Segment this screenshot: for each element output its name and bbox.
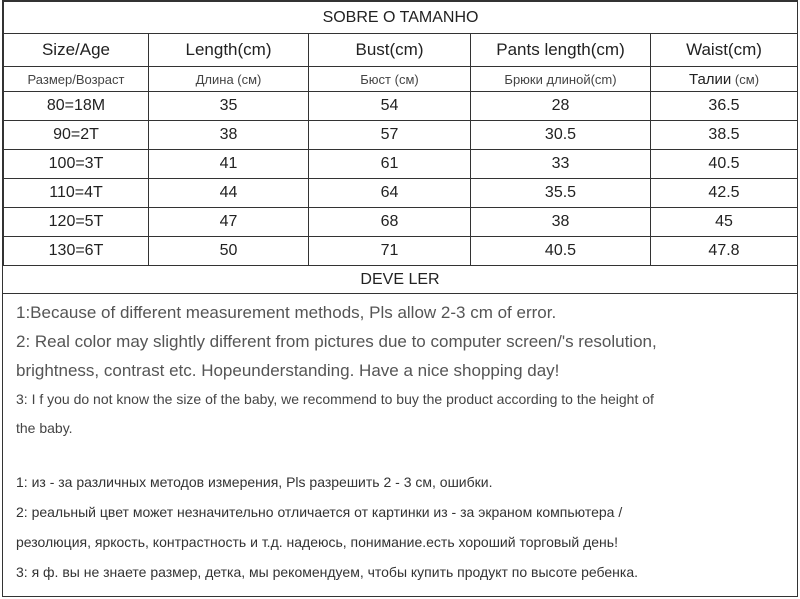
cell-bust: 68 bbox=[309, 208, 471, 237]
cell-length: 38 bbox=[149, 121, 309, 150]
must-read-heading: DEVE LER bbox=[3, 266, 797, 294]
note-en-2-cont: brightness, contrast etc. Hopeunderstanding. Have a nice shopping day! bbox=[16, 361, 560, 380]
note-ru-2: 2: реальный цвет может незначительно отличается от картинки из - за экраном компьютера / bbox=[16, 504, 623, 520]
note-en-2: 2: Real color may slightly different from pictures due to computer screen/'s resolution, bbox=[16, 332, 657, 351]
cell-length: 47 bbox=[149, 208, 309, 237]
col-header-waist: Waist(cm) bbox=[651, 34, 798, 67]
cell-size: 130=6T bbox=[4, 237, 149, 266]
table-row bbox=[4, 237, 798, 266]
waist-ru-unit: (см) bbox=[731, 71, 760, 87]
cell-waist: 47.8 bbox=[651, 237, 798, 266]
col-header-size: Size/Age bbox=[4, 34, 149, 67]
cell-pants-length: 33 bbox=[471, 150, 651, 179]
col-header-pants-length: Pants length(cm) bbox=[471, 34, 651, 67]
cell-bust: 54 bbox=[309, 92, 471, 121]
cell-pants-length: 30.5 bbox=[471, 121, 651, 150]
note-en-3: 3: I f you do not know the size of the baby, we recommend to buy the product according to the height of bbox=[16, 391, 654, 407]
col-subheader-pants-length: Брюки длиной(cm) bbox=[471, 67, 651, 92]
cell-bust: 71 bbox=[309, 237, 471, 266]
cell-waist: 38.5 bbox=[651, 121, 798, 150]
cell-length: 41 bbox=[149, 150, 309, 179]
cell-waist: 42.5 bbox=[651, 179, 798, 208]
cell-size: 100=3T bbox=[4, 150, 149, 179]
cell-pants-length: 40.5 bbox=[471, 237, 651, 266]
size-chart bbox=[2, 0, 798, 597]
note-ru-3: 3: я ф. вы не знаете размер, детка, мы рекомендуем, чтобы купить продукт по высоте ребенка. bbox=[16, 564, 639, 580]
cell-pants-length: 28 bbox=[471, 92, 651, 121]
cell-size: 80=18M bbox=[4, 92, 149, 121]
note-ru-2-cont: резолюция, яркость, контрастность и т.д. надеюсь, понимание.есть хороший торговый день! bbox=[16, 534, 618, 550]
col-subheader-bust: Бюст (см) bbox=[309, 67, 471, 92]
size-table bbox=[3, 1, 798, 266]
col-subheader-size: Размер/Возраст bbox=[4, 67, 149, 92]
note-en-3-cont: the baby. bbox=[16, 420, 73, 436]
notes-section bbox=[3, 294, 797, 587]
table-title: SOBRE O TAMANHO bbox=[4, 2, 798, 34]
note-en-1: 1:Because of different measurement methods, Pls allow 2-3 cm of error. bbox=[16, 303, 557, 322]
cell-length: 50 bbox=[149, 237, 309, 266]
cell-bust: 61 bbox=[309, 150, 471, 179]
col-subheader-length: Длина (см) bbox=[149, 67, 309, 92]
cell-waist: 36.5 bbox=[651, 92, 798, 121]
cell-waist: 45 bbox=[651, 208, 798, 237]
cell-pants-length: 38 bbox=[471, 208, 651, 237]
notes-spacer bbox=[16, 443, 797, 467]
table-row bbox=[4, 179, 798, 208]
col-subheader-waist bbox=[651, 67, 798, 92]
waist-ru-label: Талии bbox=[688, 70, 732, 88]
cell-waist: 40.5 bbox=[651, 150, 798, 179]
cell-length: 35 bbox=[149, 92, 309, 121]
cell-size: 110=4T bbox=[4, 179, 149, 208]
table-row bbox=[4, 92, 798, 121]
cell-size: 120=5T bbox=[4, 208, 149, 237]
col-header-length: Length(cm) bbox=[149, 34, 309, 67]
table-row bbox=[4, 150, 798, 179]
cell-bust: 64 bbox=[309, 179, 471, 208]
table-row bbox=[4, 121, 798, 150]
cell-pants-length: 35.5 bbox=[471, 179, 651, 208]
note-ru-1: 1: из - за различных методов измерения, Pls разрешить 2 - 3 см, ошибки. bbox=[16, 474, 493, 490]
cell-size: 90=2T bbox=[4, 121, 149, 150]
cell-length: 44 bbox=[149, 179, 309, 208]
cell-bust: 57 bbox=[309, 121, 471, 150]
table-row bbox=[4, 208, 798, 237]
col-header-bust: Bust(cm) bbox=[309, 34, 471, 67]
